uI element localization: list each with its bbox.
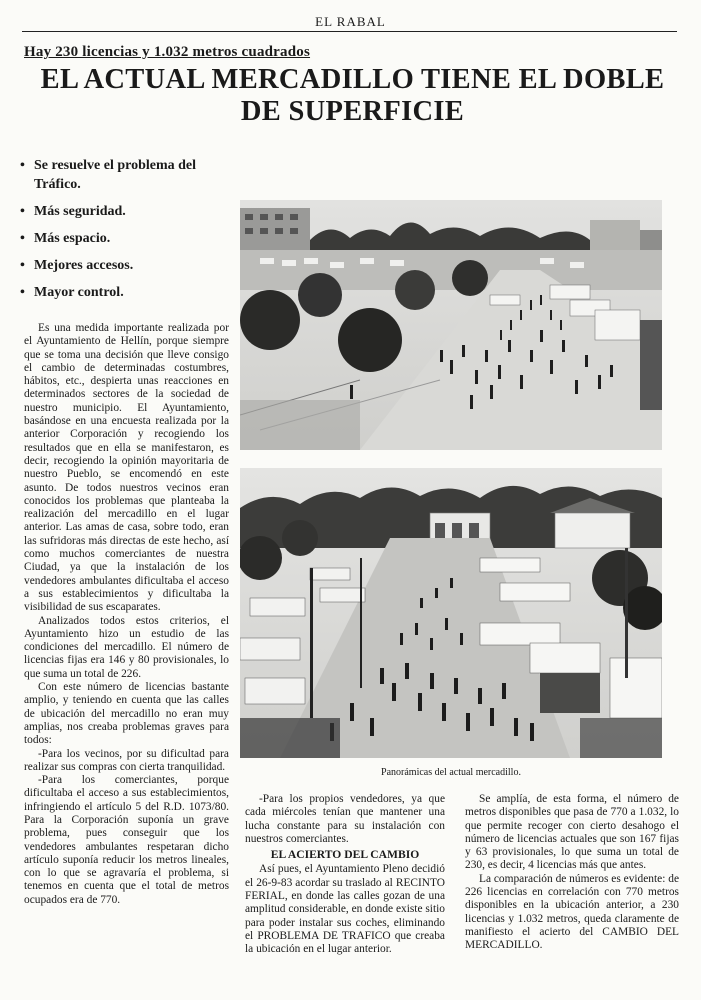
kicker: Hay 230 licencias y 1.032 metros cuadrados	[24, 44, 311, 60]
headline-line-1: EL ACTUAL MERCADILLO TIENE EL DOBLE	[40, 64, 665, 95]
running-header: EL RABAL	[315, 14, 386, 29]
bullet-item: • Mayor control.	[20, 283, 235, 302]
article-column-1	[24, 322, 229, 907]
article-column-2	[245, 793, 445, 957]
market-photo-bottom-image	[240, 468, 662, 758]
paragraph: Así pues, el Ayuntamiento Pleno decidió el 26-9-83 acordar su traslado al RECINTO FERIAL, en donde las calles gozan de una amplitud considerable, en donde existe sitio para poder instalar sus coches, eliminando el PROBLEMA DE TRAFICO que creaba la ubicación en el lugar anterior.	[245, 863, 445, 956]
bullet-item: • Se resuelve el problema del Tráfico.	[20, 156, 235, 194]
article-column-3	[465, 793, 679, 953]
paragraph: -Para los comerciantes, porque dificultaba el acceso a sus establecimientos, infringiendo el artículo 5 del R.D. 1073/80. Para la Corporación suponía un grave problema, pues conseguir que los vendedores ambulantes respetaran dicho artículo suponía reducir los metros lineales, con lo que se agravaría el problema, si tenemos en cuenta que el total de metros ocupados era de 770.	[24, 774, 229, 906]
paragraph: -Para los propios vendedores, ya que cada miércoles tenían que mantener una lucha constante para su instalación con nuestros comerciantes.	[245, 793, 445, 845]
market-photo-top-image	[240, 200, 662, 450]
headline	[20, 64, 685, 128]
header-rule	[22, 31, 677, 32]
photo-caption: Panorámicas del actual mercadillo.	[381, 767, 521, 778]
section-subheading: EL ACIERTO DEL CAMBIO	[270, 848, 420, 862]
bullet-list	[20, 156, 235, 310]
paragraph: Analizados todos estos criterios, el Ayuntamiento hizo un estudio de las condiciones del mercadillo. El número de licencias fijas era 146 y 80 provisionales, lo que suma un total de 226.	[24, 614, 229, 680]
paragraph: Con este número de licencias bastante amplio, y teniendo en cuenta que las calles de ubicación del mercadillo no eran muy amplias, nos creaba problemas graves para todos:	[24, 681, 229, 747]
bullet-item: • Más seguridad.	[20, 202, 235, 221]
market-photo-top	[240, 200, 662, 450]
bullet-item: • Más espacio.	[20, 229, 235, 248]
paragraph: Es una medida importante realizada por el Ayuntamiento de Hellín, porque siempre que se toma una decisión que lleve consigo el cambio de determinadas costumbres, hábitos, etc., despierta unas reacciones en determinados sectores de la sociedad de nuestro municipio. El Ayuntamiento, basándose en una encuesta realizada por la anterior Corporación y recogiendo los resultados que en ella se manifestaron, es decir, recogiendo la opinión mayoritaria de nuestro Pueblo, se encomendó en este asunto. De todos nuestros vecinos eran conocidos los problemas que planteaba la realización del mercadillo en el lugar anterior. Las amas de casa, sobre todo, eran las sufridoras más directas de este hecho, así como muchos comerciantes de nuestra Ciudad, ya que la instalación de los vendedores ambulantes dificultaba el acceso a sus establecimientos y dificultaba la visibilidad de sus escaparates.	[24, 322, 229, 614]
headline-line-2: DE SUPERFICIE	[240, 96, 465, 127]
paragraph: -Para los vecinos, por su dificultad para realizar sus compras con cierta tranquilidad.	[24, 747, 229, 773]
paragraph: Se amplía, de esta forma, el número de metros disponibles que pasa de 770 a 1.032, lo que permite recoger con cierto desahogo el número de licencias actuales que son 167 fijas y 63 provisionales, lo que suma un total de 230, es decir, 4 licencias más que antes.	[465, 793, 679, 872]
paragraph: La comparación de números es evidente: de 226 licencias en correlación con 770 metros disponibles en la ubicación anterior, a 230 licencias y 1.032 metros, queda claramente de manifiesto el acierto del CAMBIO DEL MERCADILLO.	[465, 872, 679, 952]
bullet-item: • Mejores accesos.	[20, 256, 235, 275]
market-photo-bottom	[240, 468, 662, 758]
